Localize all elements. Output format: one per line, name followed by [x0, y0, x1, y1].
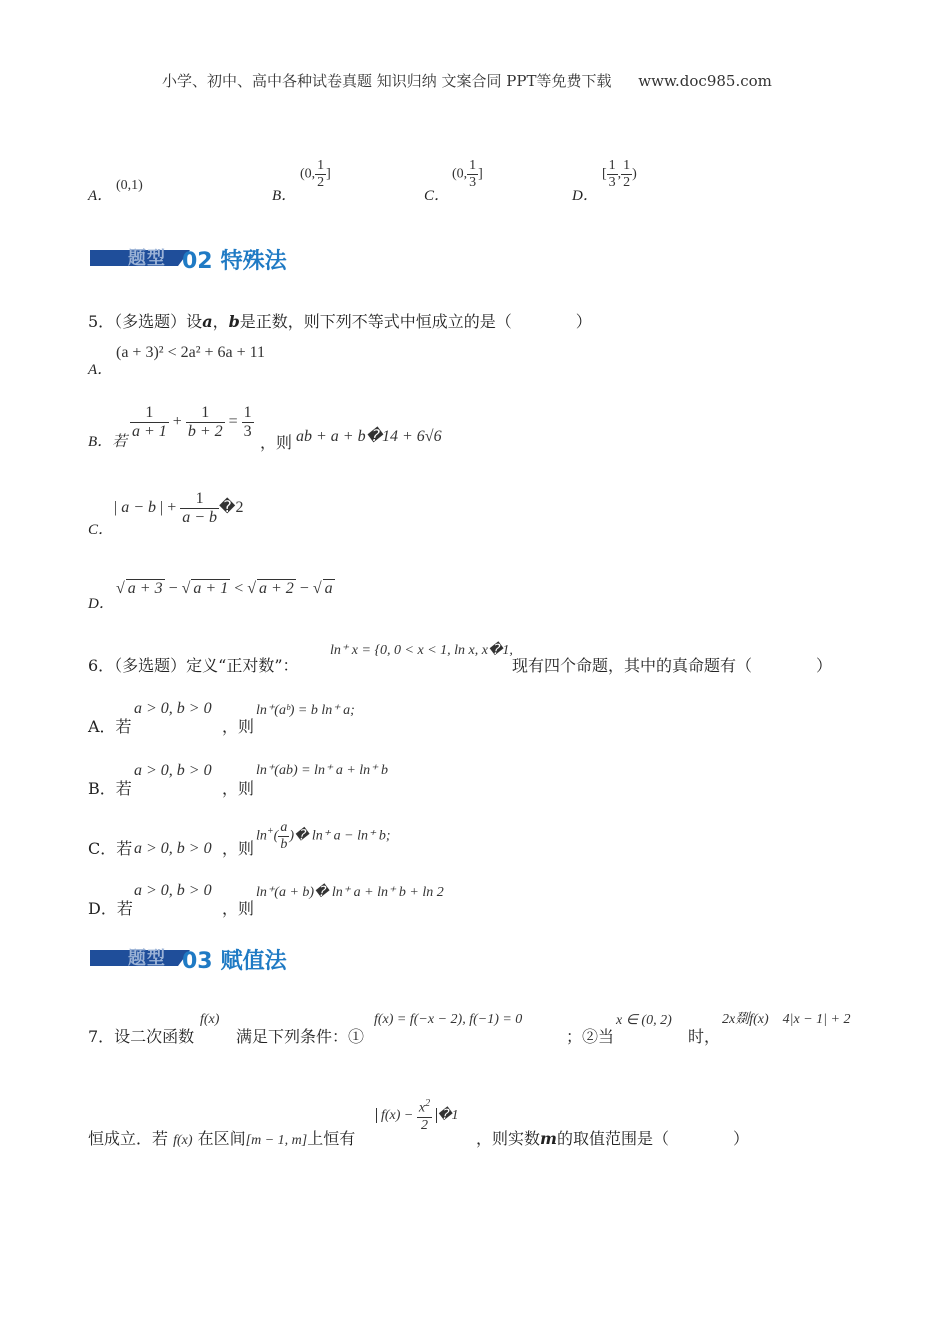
section-title	[182, 944, 287, 975]
section-number: 02	[182, 249, 213, 274]
section-tag: 题型	[128, 248, 166, 269]
q6-option-d-expr: ln⁺(a + b)� ln⁺ a + ln⁺ b + ln 2	[256, 885, 444, 900]
q7-line2-text-e: 的取值范围是（ ）	[556, 1129, 749, 1148]
q7-line2	[88, 1126, 355, 1149]
q5-option-d-expr: √ a + 3 − √ a + 1 < √ a + 2 − √ a	[116, 580, 333, 597]
q7-stem4: 时，	[688, 1027, 721, 1046]
q6-option-a-label: A．若	[88, 717, 132, 736]
q5-option-b-label	[88, 430, 127, 451]
q4-option-d-label: D．	[572, 188, 598, 204]
q5-option-c-expr: | a − b | + $\frac{1}{a - b}$ �2	[114, 490, 244, 526]
q7-cond2: x ∈ (0, 2)	[616, 1013, 672, 1028]
q4-option-c-label: C．	[424, 188, 450, 204]
section-name: 特殊法	[220, 249, 287, 274]
q7-line2-text-d: ，则实数	[476, 1129, 541, 1148]
q5-var-a: a	[202, 312, 213, 331]
page-header	[162, 70, 772, 91]
q5-option-b-text: B．若	[88, 434, 128, 450]
q6-option-b-cond: a > 0, b > 0	[134, 762, 212, 779]
q5-stem-text: 5．（多选题）设	[88, 312, 203, 331]
q4-option-c-expr: (0, $\frac{1}{3}$ ]	[452, 158, 483, 190]
q5-option-b-expr: ab + a + b�14 + 6√6	[296, 428, 442, 445]
section-tag: 题型	[128, 948, 166, 969]
section-number: 03	[182, 949, 213, 974]
q4-option-a-label: A．	[88, 188, 113, 204]
q6-option-b-then: ，则	[222, 779, 255, 798]
q6-stem	[88, 653, 299, 676]
q6-option-c-then: ，则	[222, 839, 255, 858]
q6-option-a-cond: a > 0, b > 0	[134, 700, 212, 717]
q4-option-b-expr: (0, $\frac{1}{2}$ ]	[300, 158, 331, 190]
section-heading-03	[90, 944, 390, 974]
q7-var-m: m	[540, 1129, 557, 1148]
q5-stem-sep: ，	[212, 312, 229, 331]
q7-cond3: 2x剟f(x) 4|x − 1| + 2	[722, 1012, 851, 1027]
q7-fx: f(x)	[200, 1012, 220, 1027]
q7-line2-text-b: 在区间	[197, 1129, 246, 1148]
q7-fx2: f(x)	[173, 1133, 193, 1148]
q6-option-d-then: ，则	[222, 899, 255, 918]
q7-stem: 7．设二次函数	[88, 1027, 195, 1046]
section-title	[182, 244, 287, 275]
q5-option-c-label: C．	[88, 522, 114, 538]
q6-definition: ln⁺ x = {0, 0 < x < 1, ln x, x�1,	[330, 643, 513, 658]
q7-line2-text-c: 上恒有	[307, 1129, 356, 1148]
q5-var-b: b	[228, 312, 240, 331]
q7-stem2: 满足下列条件：①	[236, 1027, 365, 1046]
q6-option-d-cond: a > 0, b > 0	[134, 882, 212, 899]
q6-option-a-then: ，则	[222, 717, 255, 736]
q6-option-a-expr: ln⁺(aᵇ) = b ln⁺ a;	[256, 703, 355, 718]
q5-stem	[88, 309, 592, 332]
q7-line2-text-a: 恒成立．若	[88, 1129, 169, 1148]
q6-option-c-expr: ln+( $\frac{a}{b}$ )� ln⁺ a − ln⁺ b;	[256, 820, 391, 852]
q7-stem3: ；②当	[566, 1027, 615, 1046]
q5-option-d-label: D．	[88, 596, 114, 612]
q4-option-d-expr: [ $\frac{1}{3}$ , $\frac{1}{2}$ )	[602, 158, 637, 190]
q5-option-b-condition: $\frac{1}{a + 1}$ + $\frac{1}{b + 2}$ = $\frac{1}{3}$	[132, 404, 252, 440]
q6-option-c-expr-tail: � ln⁺ a − ln⁺ b;	[293, 828, 391, 844]
q6-stem-text: 6．（多选题）定义“正对数”：	[88, 656, 299, 675]
q6-option-c-cond: a > 0, b > 0	[134, 840, 212, 857]
q7-interval: [m − 1, m]	[245, 1133, 308, 1148]
q6-option-d-label: D．若	[88, 899, 133, 918]
q7-line2-tail	[476, 1126, 749, 1149]
q4-option-a-expr: (0,1)	[116, 178, 143, 193]
q5-stem-end: 是正数，则下列不等式中恒成立的是（ ）	[239, 312, 592, 331]
section-heading-02	[90, 244, 390, 274]
q5-option-a-expr: (a + 3)² < 2a² + 6a + 11	[116, 344, 266, 361]
section-name: 赋值法	[220, 949, 287, 974]
q6-option-b-label: B．若	[88, 779, 132, 798]
q4-option-b-label: B．	[272, 188, 297, 204]
q7-abs-expr: f(x) − $\frac{x^2}{2}$ �1	[376, 1098, 458, 1134]
q6-option-b-expr: ln⁺(ab) = ln⁺ a + ln⁺ b	[256, 763, 389, 778]
q6-option-c-label: C．若	[88, 839, 133, 858]
header-site: www.doc985.com	[638, 72, 772, 90]
q5-option-b-then: ，则	[260, 433, 293, 452]
header-text: 小学、初中、高中各种试卷真题 知识归纳 文案合同 PPT等免费下载	[162, 72, 612, 90]
q5-option-a-label: A．	[88, 362, 113, 378]
q6-stem-end: 现有四个命题，其中的真命题有（ ）	[512, 656, 833, 675]
q7-cond1: f(x) = f(−x − 2), f(−1) = 0	[374, 1012, 523, 1027]
